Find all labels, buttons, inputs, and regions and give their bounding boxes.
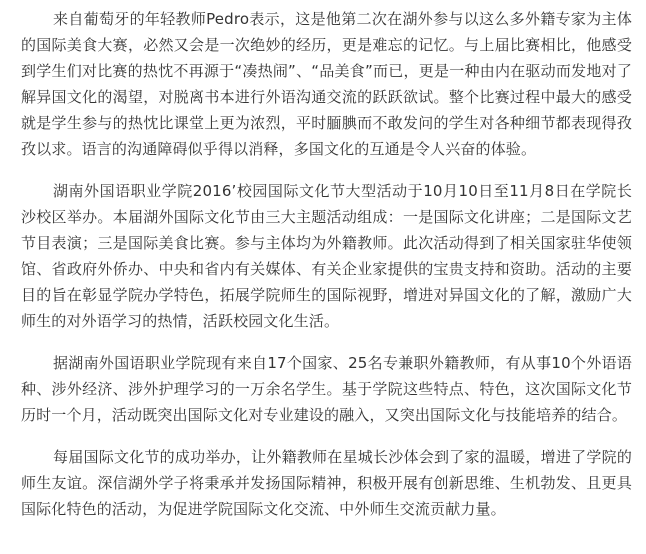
article-paragraph-2: 湖南外国语职业学院2016’校园国际文化节大型活动于10月10日至11月8日在学院长沙校区举办。本届湖外国际文化节由三大主题活动组成：一是国际文化讲座；二是国际文艺节目表演；三是国际美食比赛。参与主体均为外籍教师。此次活动得到了相关国家驻华使领馆、省政府外侨办、中央和省内有关媒体、有关企业家提供的宝贵支持和资助。活动的主要目的旨在彰显学院办学特色，拓展学院师生的国际视野，增进对异国文化的了解，激励广大师生的对外语学习的热情，活跃校园文化生活。 [21,182,632,330]
article-paragraph-1: 来自葡萄牙的年轻教师Pedro表示，这是他第二次在湖外参与以这么多外籍专家为主体的国际美食大赛，必然又会是一次绝妙的经历，更是难忘的记忆。与上届比赛相比，他感受到学生们对比赛的热忱不再源于“凑热闹”、“品美食”而已，更是一种由内在驱动而发地对了解异国文化的渴望，对脱离书本进行外语沟通交流的跃跃欲试。整个比赛过程中最大的感受就是学生参与的热忱比课堂上更为浓烈，平时腼腆而不敢发问的学生对各种细节都表现得孜孜以求。语言的沟通障碍似乎得以消释，多国文化的互通是令人兴奋的体验。 [21,10,632,158]
article-paragraph-3: 据湖南外国语职业学院现有来自17个国家、25名专兼职外籍教师，有从事10个外语语种、涉外经济、涉外护理学习的一万余名学生。基于学院这些特点、特色，这次国际文化节历时一个月，活动既突出国际文化对专业建设的融入，又突出国际文化与技能培养的结合。 [21,354,632,424]
article-paragraph-4: 每届国际文化节的成功举办，让外籍教师在星城长沙体会到了家的温暖，增进了学院的师生友谊。深信湖外学子将秉承并发扬国际精神，积极开展有创新思维、生机勃发、且更具国际化特色的活动，为促进学院国际文化交流、中外师生交流贡献力量。 [21,448,632,518]
article-body [21,6,632,522]
